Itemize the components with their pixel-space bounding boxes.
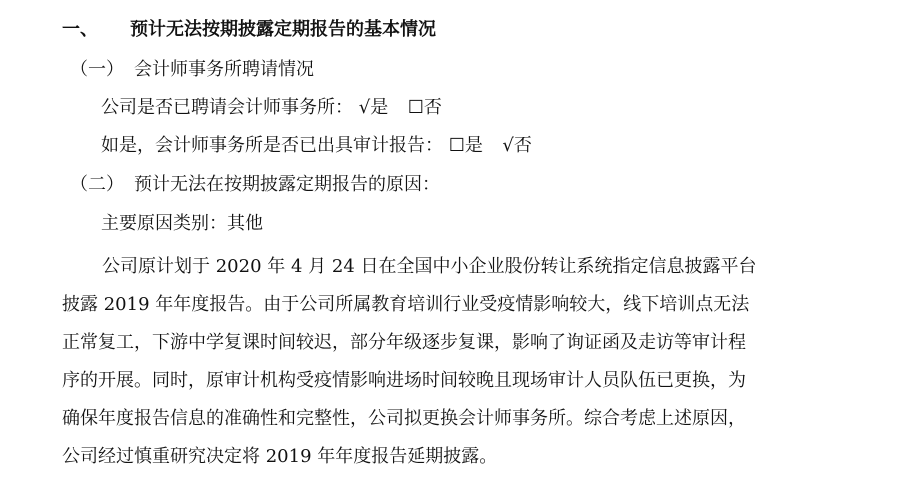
subsection-2-label: （二） xyxy=(70,174,124,195)
paragraph-line: 公司经过慎重研究决定将 2019 年年度报告延期披露。 xyxy=(62,446,498,467)
yes-checkbox: ☐ xyxy=(448,135,465,156)
question-auditor-engaged xyxy=(101,97,442,119)
no-checkbox: √ xyxy=(502,135,514,156)
no-checkbox: ☐ xyxy=(407,97,424,118)
no-label: 否 xyxy=(513,135,532,156)
subsection-1-title: 会计师事务所聘请情况 xyxy=(134,59,314,80)
paragraph-line: 披露 2019 年年度报告。由于公司所属教育培训行业受疫情影响较大，线下培训点无法 xyxy=(62,294,750,315)
question-audit-report-issued xyxy=(101,135,532,157)
section-title: 预计无法按期披露定期报告的基本情况 xyxy=(130,19,436,40)
question-text: 如是，会计师事务所是否已出具审计报告： xyxy=(101,135,443,156)
section-number: 一、 xyxy=(62,19,98,40)
paragraph-line: 正常复工，下游中学复课时间较迟，部分年级逐步复课，影响了询证函及走访等审计程 xyxy=(62,332,746,353)
paragraph-line: 确保年度报告信息的准确性和完整性，公司拟更换会计师事务所。综合考虑上述原因， xyxy=(62,408,746,429)
subsection-1-label: （一） xyxy=(70,59,124,80)
yes-label: 是 xyxy=(370,97,389,118)
paragraph-line: 公司原计划于 2020 年 4 月 24 日在全国中小企业股份转让系统指定信息披露平台 xyxy=(102,256,757,277)
subsection-1-heading xyxy=(70,59,314,81)
yes-checkbox: √ xyxy=(358,97,371,118)
subsection-2-heading xyxy=(70,174,440,196)
question-text: 公司是否已聘请会计师事务所： xyxy=(101,97,353,118)
reason-category: 主要原因类别：其他 xyxy=(101,213,263,234)
paragraph-line: 序的开展。同时，原审计机构受疫情影响进场时间较晚且现场审计人员队伍已更换，为 xyxy=(62,370,746,391)
no-label: 否 xyxy=(423,97,442,118)
subsection-2-title: 预计无法在按期披露定期报告的原因： xyxy=(134,174,440,195)
yes-label: 是 xyxy=(464,135,483,156)
